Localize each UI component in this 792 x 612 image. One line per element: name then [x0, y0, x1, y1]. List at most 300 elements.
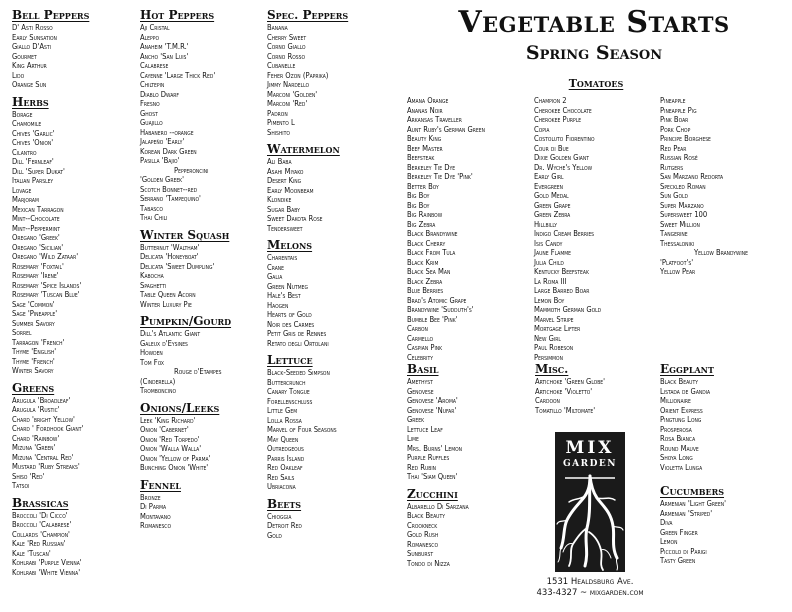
- list-item: Sugar Baby: [267, 204, 300, 214]
- list-item: Summer Savory: [12, 318, 55, 328]
- list-item: Big Rainbow: [407, 210, 443, 219]
- list-item: Thyme 'English': [12, 347, 57, 356]
- list-item: Green Finger: [660, 527, 698, 537]
- list-item: Ghost: [140, 108, 158, 118]
- list-item: Pepperoncini: [174, 165, 209, 175]
- list-item: Aleppo: [140, 32, 159, 42]
- list-item: Genovese 'Nufar': [407, 405, 457, 415]
- list-item: Chard ' Fordhook Giant': [12, 424, 84, 433]
- list-item: Gold: [267, 530, 282, 540]
- list-item: Oregano 'Greek': [12, 233, 60, 242]
- list-item: Round Mauve: [660, 443, 699, 453]
- list-item: Thessaloniki: [660, 238, 695, 248]
- section-title-eggplant: Eggplant: [660, 362, 714, 376]
- list-item: Jaune Flamme: [534, 248, 571, 257]
- list-item: Dr. Wyche's Yellow: [534, 162, 593, 172]
- list-beets: [267, 512, 393, 541]
- list-item: Black From Tula: [407, 248, 456, 257]
- list-item: Mint--Chocolate: [12, 214, 60, 223]
- list-item: Pasilla 'Bajio': [140, 156, 180, 165]
- list-item: Diva: [660, 518, 673, 527]
- list-item: Orange Sun: [12, 80, 47, 89]
- section-onions-leeks: [140, 401, 262, 473]
- list-item: Collards 'Champion': [12, 529, 70, 539]
- list-item: Cherokee Chocolate: [534, 105, 592, 115]
- list-item: Blue Berries: [407, 286, 444, 295]
- list-item: Aji Cristal: [140, 23, 170, 32]
- list-item: Green Grape: [534, 200, 571, 210]
- mix-garden-logo: [555, 432, 625, 572]
- section-pumpkin-gourd: [140, 314, 262, 396]
- list-item: Bumble Bee 'Pink': [407, 314, 458, 324]
- list-item: Sun Gold: [660, 191, 688, 200]
- list-item: Corno Giallo: [267, 42, 306, 51]
- section-beets: [267, 497, 393, 541]
- list-item: Amethyst: [407, 377, 433, 386]
- list-item: Rosa Bianca: [660, 434, 696, 443]
- list-item: Canary Tongue: [267, 387, 310, 396]
- list-lettuce: [267, 368, 393, 492]
- list-item: Rosemary 'Irene': [12, 271, 59, 280]
- list-item: Pingtung Long: [660, 415, 702, 424]
- list-item: Genovese: [407, 386, 434, 396]
- list-item: Cubanelle: [267, 61, 296, 70]
- list-item: Pink Boar: [660, 115, 689, 124]
- list-item: Marvel of Four Seasons: [267, 425, 337, 434]
- list-item: Carmello: [407, 333, 434, 343]
- list-item: Outredgeous: [267, 444, 304, 453]
- list-item: Kale 'Tuscan': [12, 548, 51, 558]
- list-item: Artichoke 'Green Globe': [535, 377, 606, 386]
- list-item: Rosemary 'Spice Islands': [12, 280, 82, 290]
- section-herbs: [12, 95, 134, 376]
- list-item: Banana: [267, 23, 288, 32]
- list-item: Artichoke 'Violetto': [535, 386, 593, 396]
- section-brassicas: [12, 496, 134, 578]
- list-item: Petit Gris de Rennes: [267, 329, 327, 338]
- section-hot-peppers: [140, 8, 262, 223]
- list-item: Cardoon: [535, 396, 560, 405]
- list-hot-peppers: [140, 23, 262, 223]
- list-item: Howden: [140, 348, 163, 357]
- list-item: Beef Master: [407, 143, 443, 153]
- list-item: Albarello Di Sarzana: [407, 501, 469, 511]
- section-spec-peppers: [267, 8, 393, 137]
- list-item: Indigo Cream Berries: [534, 229, 595, 238]
- section-title-fennel: Fennel: [140, 477, 181, 492]
- list-item: Early Sunsation: [12, 32, 57, 42]
- list-item: Ancho 'San Luis': [140, 51, 189, 61]
- list-item: Forellenschluss: [267, 396, 313, 406]
- list-item: Sunburst: [407, 549, 434, 558]
- list-item: Julia Child: [534, 257, 564, 267]
- list-item: Big Zebra: [407, 219, 436, 229]
- list-item: Scotch Bonnet--red: [140, 184, 198, 194]
- list-item: Black Krim: [407, 257, 439, 267]
- list-item: Desert King: [267, 176, 302, 185]
- list-zucchini: [407, 502, 531, 569]
- list-item: Rosemary 'Tuscan Blue': [12, 290, 80, 299]
- list-tomatoes-2: [534, 96, 658, 362]
- list-item: Kohlrabi 'White Vienna': [12, 567, 81, 577]
- list-item: Greek: [407, 415, 425, 424]
- list-item: Kale 'Red Russian': [12, 539, 66, 548]
- list-item: Brad's Atomic Grape: [407, 295, 467, 305]
- list-item: Diablo Dwarf: [140, 89, 180, 99]
- list-item: Mizuna 'Green': [12, 443, 56, 452]
- list-item: Di Parma: [140, 502, 167, 511]
- list-item: Chioggia: [267, 511, 292, 521]
- list-misc: [535, 377, 659, 415]
- list-basil: [407, 377, 531, 482]
- list-item: Onion 'Red Torpedo': [140, 434, 200, 444]
- list-item: Thai 'Siam Queen': [407, 472, 458, 481]
- list-item: Mizuna 'Central Red': [12, 452, 74, 462]
- list-bell-peppers: [12, 23, 134, 90]
- list-herbs: [12, 110, 134, 376]
- list-winter-squash: [140, 243, 262, 310]
- section-greens: [12, 381, 134, 491]
- list-item: Table Queen Acorn: [140, 290, 196, 299]
- list-item: Berkeley Tie Dye: [407, 162, 456, 172]
- list-item: Chiltepin: [140, 80, 165, 89]
- list-item: Green Zebra: [534, 210, 571, 219]
- list-item: Mammoth German Gold: [534, 305, 602, 314]
- section-title-misc: Misc.: [535, 362, 569, 376]
- list-item: Marjoram: [12, 195, 39, 204]
- list-item: Yellow Brandywine: [694, 248, 748, 257]
- list-item: Charentais: [267, 253, 298, 262]
- list-item: Celebrity: [407, 352, 433, 362]
- list-item: Mustard 'Ruby Streaks': [12, 462, 80, 471]
- section-title-greens: Greens: [12, 380, 55, 395]
- list-item: Onion 'Cabernet': [140, 425, 189, 434]
- list-item: Marconi 'Red': [267, 99, 308, 108]
- list-item: Big Boy: [407, 200, 430, 210]
- list-item: Kentucky Beefsteak: [534, 267, 589, 276]
- list-item: Carbon: [407, 324, 428, 333]
- list-item: Speckled Roman: [660, 181, 706, 191]
- list-item: Beefsteak: [407, 153, 435, 162]
- list-item: Berkeley Tie Dye 'Pink': [407, 172, 473, 181]
- list-item: Klondike: [267, 195, 292, 204]
- section-title-watermelon: Watermelon: [267, 142, 340, 156]
- section-lettuce: [267, 353, 393, 492]
- list-item: Green Nutmeg: [267, 281, 308, 291]
- list-item: Dill 'Super Dukat': [12, 166, 65, 176]
- list-item: Winter Luxury Pie: [140, 299, 192, 309]
- tomatoes-column-2: [534, 96, 658, 362]
- list-item: Lovage: [12, 185, 32, 195]
- section-misc: [535, 362, 659, 415]
- section-title-cucumbers: Cucumbers: [660, 484, 725, 498]
- list-item: Copia: [534, 124, 550, 134]
- list-item: Korean Dark Green: [140, 146, 197, 156]
- section-fennel: [140, 478, 262, 531]
- list-item: Crookneck: [407, 520, 438, 530]
- list-item: Supersweet 100: [660, 210, 708, 219]
- column-eggplant-cucumbers: [660, 362, 786, 571]
- list-item: Black Zebra: [407, 276, 443, 286]
- column-1: [12, 8, 134, 582]
- list-item: Dixie Golden Giant: [534, 153, 589, 162]
- list-item: Red Sails: [267, 472, 295, 482]
- address-phone-web: 433-4327 ~ mixgarden.com: [536, 588, 644, 598]
- list-item: Noir des Carmes: [267, 319, 315, 329]
- section-eggplant: [660, 362, 786, 472]
- list-item: Tatsoi: [12, 481, 30, 490]
- list-item: Black Beauty: [407, 511, 445, 520]
- list-item: Kabocha: [140, 271, 164, 280]
- list-item: Tangerine: [660, 229, 688, 238]
- list-item: Montavano: [140, 511, 171, 521]
- store-address: [525, 577, 655, 599]
- list-item: Caspian Pink: [407, 343, 443, 352]
- list-item: Lolla Rossa: [267, 415, 302, 425]
- list-item: Champion 2: [534, 96, 567, 105]
- list-item: Mrs. Burns' Lemon: [407, 443, 463, 453]
- list-item: Hale's Best: [267, 291, 301, 300]
- list-item: Detroit Red: [267, 521, 302, 530]
- list-item: Cherry Sweet: [267, 32, 307, 42]
- list-item: Big Boy: [407, 191, 430, 200]
- section-title-tomatoes: Tomatoes: [568, 77, 624, 90]
- list-item: D' Asti Rosso: [12, 23, 53, 32]
- list-item: Black Cherry: [407, 238, 446, 248]
- list-item: Chard 'bright Yellow': [12, 414, 75, 424]
- list-item: Sage 'Common': [12, 299, 55, 309]
- list-item: Millionaire: [660, 396, 691, 405]
- list-item: Broccoli 'Di Cicco': [12, 510, 68, 520]
- column-3: [267, 8, 393, 545]
- section-winter-squash: [140, 228, 262, 310]
- list-item: Hillbilly: [534, 219, 557, 229]
- list-item: Red Pear: [660, 143, 687, 153]
- column-misc: [535, 362, 659, 420]
- list-item: Marvel Stripe: [534, 314, 574, 324]
- list-item: Pimento L: [267, 118, 295, 127]
- list-item: Thai Chili: [140, 213, 168, 222]
- list-item: Paul Robeson: [534, 343, 574, 352]
- list-item: Black-Seeded Simpson: [267, 368, 330, 377]
- list-item: Serrano 'Tampequino': [140, 194, 201, 203]
- list-item: Marconi 'Golden': [267, 89, 318, 99]
- list-item: Cilantro: [12, 147, 37, 157]
- list-item: Onion 'Walla Walla': [140, 444, 202, 453]
- list-watermelon: [267, 157, 393, 233]
- list-item: Oregano 'Sicilian': [12, 242, 64, 252]
- list-item: Tom Fox: [140, 357, 164, 367]
- list-greens: [12, 396, 134, 491]
- list-item: Ali Baba: [267, 157, 292, 166]
- list-item: Beauty King: [407, 134, 442, 143]
- list-onions-leeks: [140, 416, 262, 473]
- list-item: San Marzano Redorta: [660, 172, 724, 181]
- list-cucumbers: [660, 499, 786, 566]
- list-item: Black Beauty: [660, 377, 698, 386]
- list-item: Early Girl: [534, 172, 564, 181]
- list-item: Thyme 'French': [12, 356, 55, 366]
- section-title-bell-peppers: Bell Peppers: [12, 8, 90, 22]
- tomatoes-column-3: [660, 96, 786, 277]
- list-pumpkin-gourd: [140, 329, 262, 396]
- list-item: 'Golden Greek': [140, 175, 184, 184]
- list-item: Better Boy: [407, 181, 439, 191]
- list-item: Chives 'Garlic': [12, 128, 55, 138]
- list-brassicas: [12, 511, 134, 578]
- list-item: Hearts of Gold: [267, 310, 312, 319]
- section-title-lettuce: Lettuce: [267, 353, 313, 367]
- list-item: Retato degli Ortolani: [267, 338, 329, 348]
- list-item: Lettuce Leaf: [407, 424, 443, 434]
- list-item: Spaghetti: [140, 280, 167, 290]
- list-item: Bronze: [140, 492, 161, 502]
- list-item: Giallo D'Asti: [12, 42, 51, 51]
- list-item: Broccoli 'Calabrese': [12, 520, 72, 529]
- list-item: Rutgers: [660, 162, 684, 172]
- list-item: Gourmet: [12, 51, 37, 61]
- list-item: Amana Orange: [407, 96, 449, 105]
- section-title-brassicas: Brassicas: [12, 495, 69, 510]
- list-item: Romanesco: [140, 521, 171, 530]
- list-item: Rosemary 'Foxtail': [12, 261, 64, 271]
- list-item: Dill 'Fernleaf': [12, 157, 54, 166]
- list-item: Shishito: [267, 127, 290, 137]
- list-item: Parris Island: [267, 453, 305, 463]
- list-item: Jalapeño 'Early': [140, 137, 185, 146]
- list-item: Red Oakleaf: [267, 463, 303, 472]
- list-item: Tomatillo 'Miltomate': [535, 405, 596, 415]
- list-item: Asahi Miyako: [267, 166, 304, 176]
- list-item: Delicata 'Honeyboat': [140, 252, 199, 261]
- list-item: King Arthur: [12, 61, 47, 70]
- list-item: Gold Medal: [534, 191, 569, 200]
- section-title-basil: Basil: [407, 362, 439, 376]
- section-title-winter-squash: Winter Squash: [140, 227, 230, 242]
- section-cucumbers: [660, 484, 786, 566]
- list-item: Leek 'King Richard': [140, 415, 196, 425]
- list-item: Feher Ozon (Paprika): [267, 70, 329, 80]
- list-item: Calabrese: [140, 61, 169, 70]
- list-item: Russian Rosé: [660, 153, 698, 162]
- list-tomatoes-1: [407, 96, 531, 362]
- list-item: Arugula 'Rustic': [12, 405, 60, 414]
- list-eggplant: [660, 377, 786, 472]
- list-item: Tondo di Nizza: [407, 558, 450, 568]
- page-title: Vegetable Starts: [458, 5, 730, 40]
- list-item: Dill's Atlantic Giant: [140, 329, 201, 338]
- section-title-melons: Melons: [267, 238, 313, 252]
- list-item: Yellow Pear: [660, 267, 696, 276]
- list-item: Ubriacona: [267, 482, 296, 491]
- list-fennel: [140, 493, 262, 531]
- list-item: Piccolo di Parigi: [660, 546, 707, 556]
- list-item: Anaheim 'T.M.R.': [140, 42, 189, 51]
- list-item: Gold Rush: [407, 530, 439, 539]
- list-item: Winter Savory: [12, 366, 54, 375]
- list-item: Romanesco: [407, 539, 438, 549]
- address-street: 1531 Healdsburg Ave.: [546, 577, 634, 587]
- page-subtitle: Spring Season: [525, 42, 663, 64]
- section-zucchini: [407, 487, 531, 569]
- list-item: Butternut 'Waltham': [140, 242, 200, 252]
- list-item: Tarragon 'French': [12, 337, 65, 347]
- list-item: Arkansas Traveller: [407, 115, 462, 124]
- list-item: Listada de Gandia: [660, 386, 711, 396]
- list-item: Oregano 'Wild Zataar': [12, 252, 79, 261]
- list-item: Pineapple: [660, 96, 686, 105]
- list-item: Genovese 'Aroma': [407, 396, 458, 405]
- list-item: Evergreen: [534, 181, 564, 191]
- section-basil: [407, 362, 531, 482]
- list-item: Black Sea Man: [407, 267, 451, 276]
- section-title-spec-peppers: Spec. Peppers: [267, 8, 349, 22]
- list-item: La Roma III: [534, 276, 567, 286]
- section-title-hot-peppers: Hot Peppers: [140, 8, 215, 22]
- list-item: Delicata 'Sweet Dumpling': [140, 261, 215, 271]
- section-title-herbs: Herbs: [12, 94, 49, 109]
- list-item: Tromboncino: [140, 386, 176, 395]
- list-item: Isis Candy: [534, 238, 563, 248]
- list-item: May Queen: [267, 434, 299, 444]
- list-item: Sweet Million: [660, 219, 700, 229]
- list-item: Tabasco: [140, 203, 163, 213]
- list-item: Onion 'Yellow of Parma': [140, 453, 211, 463]
- list-item: Lemon Boy: [534, 295, 565, 305]
- list-item: Prosperosa: [660, 424, 692, 434]
- list-item: Tendersweet: [267, 223, 303, 233]
- list-item: Sweet Dakota Rose: [267, 214, 323, 223]
- list-item: Crane: [267, 262, 284, 272]
- list-item: Jimmy Nardello: [267, 80, 310, 89]
- list-item: Mint--Peppermint: [12, 223, 60, 233]
- list-item: Purple Ruffles: [407, 453, 450, 462]
- list-item: Pineapple Pig: [660, 105, 697, 115]
- section-melons: [267, 238, 393, 348]
- page-header: [400, 6, 788, 64]
- list-item: Galeux d'Eysines: [140, 338, 188, 348]
- section-title-pumpkin-gourd: Pumpkin/Gourd: [140, 314, 232, 328]
- list-item: Cayenne 'Large Thick Red': [140, 70, 216, 80]
- list-item: Ananas Noir: [407, 105, 443, 115]
- list-item: Lime: [407, 434, 419, 443]
- list-item: Arugula 'Broadleaf': [12, 395, 71, 405]
- list-item: Corno Rosso: [267, 51, 306, 61]
- list-item: Bunching Onion 'White': [140, 463, 209, 472]
- list-item: Chamomile: [12, 119, 42, 128]
- list-item: Early Moonbeam: [267, 185, 314, 195]
- list-item: Costoluto Fiorentino: [534, 134, 595, 143]
- list-item: Padron: [267, 108, 288, 118]
- list-item: Lemon: [660, 537, 678, 546]
- section-watermelon: [267, 142, 393, 233]
- roots-icon: [555, 472, 625, 572]
- list-item: Kohlrabi 'Purple Vienna': [12, 558, 82, 567]
- list-item: Principe Borghese: [660, 134, 711, 143]
- list-item: Large Barred Boar: [534, 286, 590, 295]
- list-item: Galia: [267, 272, 283, 281]
- list-item: Violetta Lunga: [660, 462, 703, 472]
- list-item: Lido: [12, 70, 25, 80]
- list-item: Armenian 'Striped': [660, 508, 713, 518]
- list-item: Cour di Bue: [534, 143, 569, 153]
- list-spec-peppers: [267, 23, 393, 137]
- section-title-beets: Beets: [267, 496, 302, 511]
- list-item: Aunt Ruby's German Green: [407, 124, 485, 134]
- list-item: Guajillo: [140, 118, 163, 127]
- list-item: Chard 'Rainbow': [12, 433, 60, 443]
- tomatoes-column-1: [407, 96, 531, 362]
